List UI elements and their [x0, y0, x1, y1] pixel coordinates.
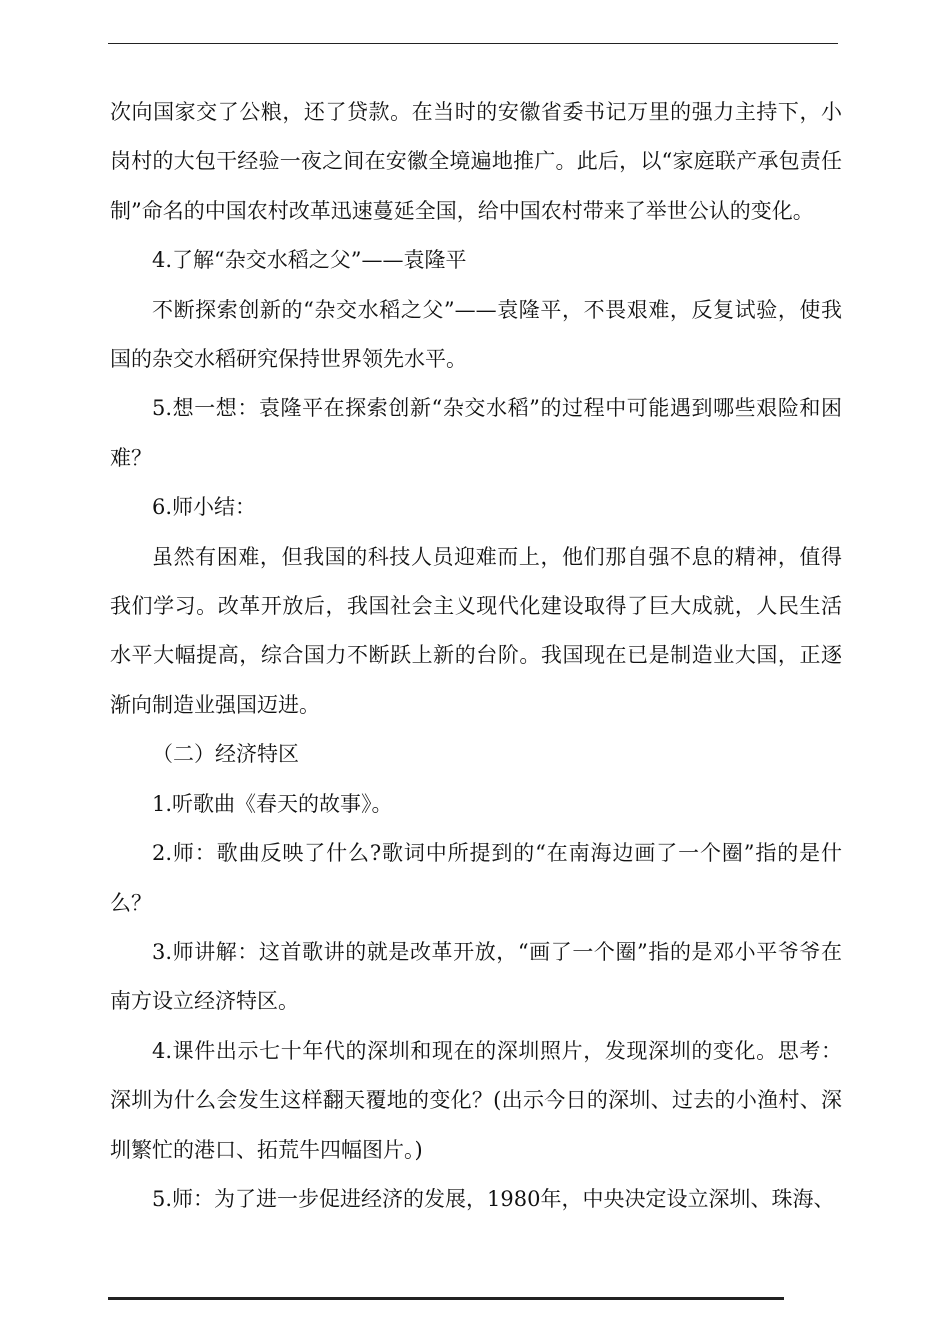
- header-rule: [108, 43, 838, 44]
- footer-rule: [108, 1297, 784, 1300]
- paragraph-10: 3.师讲解：这首歌讲的就是改革开放，“画了一个圈”指的是邓小平爷爷在南方设立经济特区。: [110, 939, 842, 1014]
- paragraph-4: 5.想一想：袁隆平在探索创新“杂交水稻”的过程中可能遇到哪些艰险和困难？: [110, 396, 842, 470]
- paragraph-9: 2.师：歌曲反映了什么?歌词中所提到的“在南海边画了一个圈”指的是什么？: [110, 841, 842, 915]
- paragraph-5: 6.师小结：: [152, 495, 257, 520]
- paragraph-6: 虽然有困难，但我国的科技人员迎难而上，他们那自强不息的精神，值得我们学习。改革开放后，我国社会主义现代化建设取得了巨大成就，人民生活水平大幅提高，综合国力不断跃上新的台阶。我国现在已是制造业大国，正逐渐向制造业强国迈进。: [110, 544, 842, 717]
- paragraph-8: 1.听歌曲《春天的故事》。: [152, 791, 393, 816]
- paragraph-2: 4.了解“杂交水稻之父”——袁隆平: [152, 248, 467, 273]
- paragraph-11: 4.课件出示七十年代的深圳和现在的深圳照片，发现深圳的变化。思考：深圳为什么会发生这样翻天覆地的变化？(出示今日的深圳、过去的小渔村、深圳繁忙的港口、拓荒牛四幅图片。): [110, 1038, 842, 1162]
- document-body: [110, 88, 842, 1224]
- paragraph-12: 5.师：为了进一步促进经济的发展，1980年，中央决定设立深圳、珠海、: [152, 1186, 835, 1211]
- paragraph-7: （二）经济特区: [152, 742, 299, 767]
- paragraph-1: 次向国家交了公粮，还了贷款。在当时的安徽省委书记万里的强力主持下，小岗村的大包干经验一夜之间在安徽全境遍地推广。此后，以“家庭联产承包责任制”命名的中国农村改革迅速蔓延全国，给中国农村带来了举世公认的变化。: [110, 100, 842, 223]
- paragraph-3: 不断探索创新的“杂交水稻之父”——袁隆平，不畏艰难，反复试验，使我国的杂交水稻研究保持世界领先水平。: [110, 297, 842, 372]
